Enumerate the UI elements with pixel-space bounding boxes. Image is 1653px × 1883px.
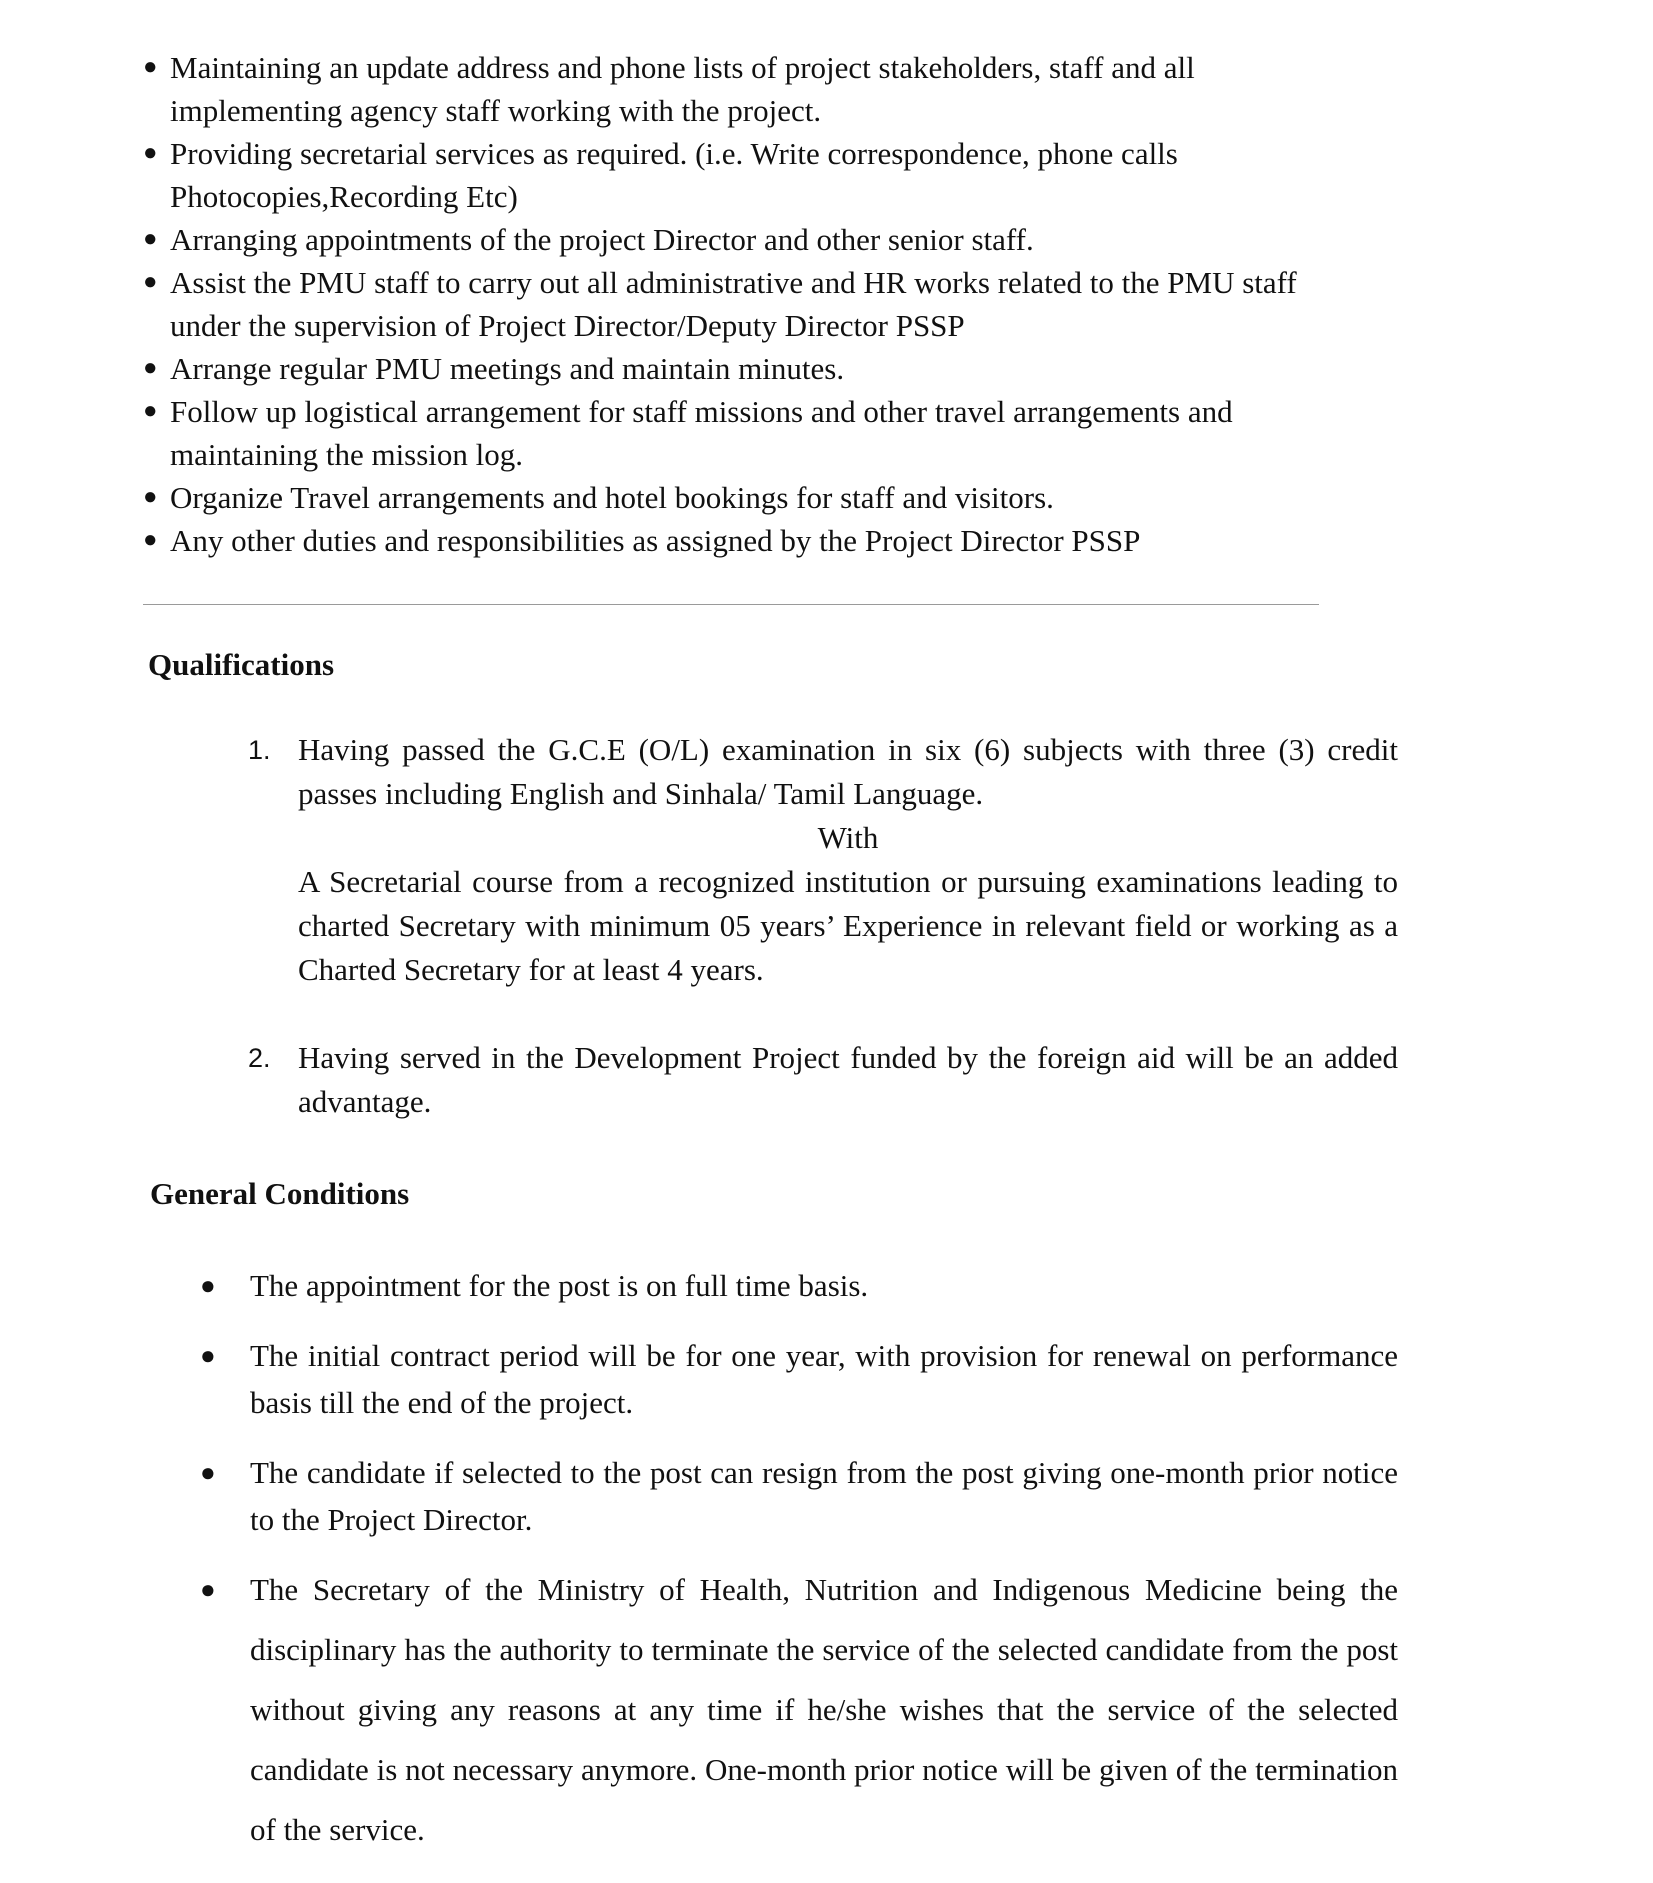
- duty-line: Organize Travel arrangements and hotel bookings for staff and visitors.: [170, 480, 1054, 515]
- list-item: [200, 1449, 1398, 1543]
- qualification-text: A Secretarial course from a recognized institution or pursuing examinations leading to charted Secretary with minimum 05 years’ Experience in relevant field or working as a Charted Secretary for at least 4 years.: [298, 864, 1398, 987]
- list-item: [248, 1036, 1398, 1124]
- duty-line: maintaining the mission log.: [170, 437, 524, 472]
- duty-line: implementing agency staff working with the project.: [170, 93, 822, 128]
- horizontal-divider: [143, 604, 1319, 605]
- bullet-icon: ●: [143, 226, 158, 252]
- duty-line: Follow up logistical arrangement for staff missions and other travel arrangements and: [170, 394, 1233, 429]
- condition-text: The candidate if selected to the post can resign from the post giving one-month prior notice to the Project Director.: [250, 1455, 1398, 1537]
- duty-line: under the supervision of Project Director/Deputy Director PSSP: [170, 308, 965, 343]
- qualification-text: Having passed the G.C.E (O/L) examination in six (6) subjects with three (3) credit passes including English and Sinhala/ Tamil Language.: [298, 732, 1398, 811]
- duty-line: Assist the PMU staff to carry out all administrative and HR works related to the PMU staff: [170, 265, 1297, 300]
- list-item: [248, 728, 1398, 992]
- bullet-icon: ●: [143, 484, 158, 510]
- duty-line: Photocopies,Recording Etc): [170, 179, 518, 214]
- duty-line: Arranging appointments of the project Director and other senior staff.: [170, 222, 1034, 257]
- duty-line: Any other duties and responsibilities as assigned by the Project Director PSSP: [170, 523, 1141, 558]
- condition-text: The appointment for the post is on full time basis.: [250, 1268, 869, 1303]
- bullet-icon: ●: [143, 355, 158, 381]
- list-item: [143, 218, 1413, 261]
- list-item: [200, 1560, 1398, 1860]
- qualification-connector: With: [817, 820, 879, 855]
- general-conditions-list: [200, 1262, 1398, 1883]
- list-item: [143, 261, 1413, 347]
- bullet-icon: ●: [200, 1575, 216, 1604]
- condition-text: The initial contract period will be for one year, with provision for renewal on performance basis till the end of the project.: [250, 1338, 1398, 1420]
- bullet-icon: ●: [143, 140, 158, 166]
- qualifications-list: [248, 728, 1398, 1124]
- duties-list: [143, 46, 1413, 562]
- qualification-text: Having served in the Development Project funded by the foreign aid will be an added advantage.: [298, 1040, 1398, 1119]
- bullet-icon: ●: [200, 1341, 216, 1370]
- condition-text: The Secretary of the Ministry of Health, Nutrition and Indigenous Medicine being the disciplinary has the authority to terminate the service of the selected candidate from the post without giving any reasons at any time if he/she wishes that the service of the selected candidate is not necessary anymore. One-month prior notice will be given of the termination of the service.: [250, 1572, 1398, 1847]
- bullet-icon: ●: [143, 54, 158, 80]
- duty-line: Maintaining an update address and phone lists of project stakeholders, staff and all: [170, 50, 1195, 85]
- item-number: 1.: [248, 735, 271, 765]
- list-item: [143, 132, 1413, 218]
- duty-line: Providing secretarial services as required. (i.e. Write correspondence, phone calls: [170, 136, 1178, 171]
- list-item: [143, 476, 1413, 519]
- bullet-icon: ●: [143, 269, 158, 295]
- list-item: [143, 519, 1413, 562]
- qualifications-heading: Qualifications: [148, 647, 335, 682]
- list-item: [143, 46, 1413, 132]
- list-item: [200, 1332, 1398, 1426]
- bullet-icon: ●: [143, 527, 158, 553]
- list-item: [200, 1262, 1398, 1309]
- bullet-icon: ●: [143, 398, 158, 424]
- list-item: [143, 390, 1413, 476]
- general-conditions-heading: General Conditions: [150, 1176, 410, 1211]
- item-number: 2.: [248, 1043, 271, 1073]
- duty-line: Arrange regular PMU meetings and maintain minutes.: [170, 351, 845, 386]
- list-item: [143, 347, 1413, 390]
- bullet-icon: ●: [200, 1458, 216, 1487]
- bullet-icon: ●: [200, 1271, 216, 1300]
